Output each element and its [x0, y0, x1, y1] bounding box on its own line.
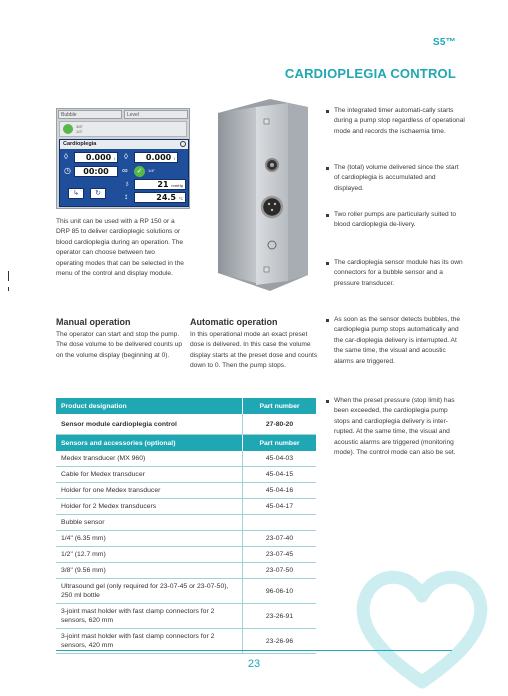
mini-top: 3/8" [76, 124, 83, 129]
margin-mark [8, 287, 9, 291]
tab-bubble: Bubble [58, 110, 122, 119]
table-cell: 23-26-91 [242, 604, 316, 628]
panel-mini-values [76, 124, 83, 134]
table-header-row [56, 398, 316, 414]
header-cell: Part number [242, 435, 316, 451]
sensor-module-image [208, 95, 313, 295]
table-row [56, 483, 316, 499]
automatic-operation-text: In this operational mode an exact preset dose is delivered. In this case the volume display starts at the preset dose and counts down to 0. Then the pump stops. [190, 331, 318, 370]
drop-icon: ◊ [124, 152, 128, 161]
pump-icon: ∞ [122, 166, 128, 175]
clock-icon: ◷ [64, 166, 71, 175]
margin-mark [8, 271, 9, 281]
table-cell: 23-07-50 [242, 563, 316, 578]
panel-topbar [58, 110, 188, 119]
drop-icon: ◊ [64, 152, 68, 161]
table-row [56, 414, 316, 435]
table-cell: 23-26-96 [242, 629, 316, 653]
heart-decoration-icon [352, 560, 492, 690]
header-cell: Part number [242, 398, 316, 414]
feature-item: The (total) volume delivered since the start of cardioplegia is accumulated and displayed. [325, 163, 465, 194]
page-number: 23 [247, 658, 261, 670]
table-cell: 45-04-17 [242, 499, 316, 514]
manual-operation-heading: Manual operation [56, 317, 131, 327]
table-cell: Holder for one Medex transducer [61, 487, 161, 494]
reset-button: ↻ [90, 188, 106, 199]
table-row [56, 499, 316, 515]
check-icon [63, 124, 73, 134]
volume-value-2: 0.000 [145, 153, 172, 162]
table-row [56, 563, 316, 579]
table-cell: 3-joint mast holder with fast clamp connectors for 2 sensors, 420 mm [61, 633, 215, 649]
mini-bottom: 1/2" [76, 129, 83, 134]
table-row [56, 515, 316, 531]
volume-unit-1: l [114, 157, 115, 161]
cardioplegia-label: Cardioplegia [63, 141, 97, 147]
table-row [56, 531, 316, 547]
table-cell: Ultrasound gel (only required for 23-07-45 or 23-07-50), 250 ml bottle [61, 583, 229, 599]
table-header-row [56, 435, 316, 451]
table-cell: 45-04-16 [242, 483, 316, 498]
table-row [56, 547, 316, 563]
pressure-unit: mmHg [171, 184, 183, 188]
table-cell [242, 515, 316, 530]
check-icon: ✓ [134, 166, 145, 177]
parts-table [56, 398, 316, 654]
table-cell: 3/8" (9.56 mm) [61, 567, 106, 574]
temperature-value: 24.5 [156, 193, 176, 202]
table-cell: Medex transducer (MX 960) [61, 455, 146, 462]
header-cell: Product designation [61, 402, 127, 410]
table-cell: 3-joint mast holder with fast clamp connectors for 2 sensors, 620 mm [61, 608, 215, 624]
table-cell: 45-04-15 [242, 467, 316, 482]
tab-level: Level [124, 110, 188, 119]
volume-display-2 [134, 152, 178, 163]
table-row [56, 451, 316, 467]
table-row [56, 579, 316, 604]
table-cell: 23-07-40 [242, 531, 316, 546]
intro-paragraph: This unit can be used with a RP 150 or a DRP 85 to deliver cardioplegic solutions or blood cardioplegia during an operation. The operator can choose between two operating modes that can be selected in the menu of the control and display module. [56, 218, 184, 278]
table-cell: Holder for 2 Medex transducers [61, 503, 157, 510]
feature-item: The cardioplegia sensor module has its own connectors for a bubble sensor and a pressure transducer. [325, 258, 465, 289]
table-cell: 96-06-10 [242, 579, 316, 603]
table-cell: 1/4" (6.35 mm) [61, 535, 106, 542]
pressure-value: 21 [157, 180, 169, 189]
table-cell: 23-07-45 [242, 547, 316, 562]
table-row [56, 604, 316, 629]
feature-item: As soon as the sensor detects bubbles, the cardioplegia pump stops automatically and the car-dioplegia delivery is interrupted. At the same time, the visual and acoustic alarms are triggered. [325, 315, 465, 367]
panel-upper-row [59, 121, 187, 137]
temperature-unit: °C [178, 197, 183, 201]
header-cell: Sensors and accessories (optional) [61, 439, 176, 447]
automatic-operation-heading: Automatic operation [190, 317, 278, 327]
table-cell: 45-04-03 [242, 451, 316, 466]
thermometer-icon: ↕ [124, 192, 128, 201]
table-cell: Sensor module cardioplegia control [61, 420, 177, 428]
pressure-icon: ♁ [124, 179, 130, 188]
feature-item: When the preset pressure (stop limit) has been exceeded, the cardioplegia pump stops and cardioplegia delivery is inter-rupted. At the same time, the visual and acoustic alarms are triggered (monitoring mode). The control mode can also be set. [325, 396, 465, 458]
cardioplegia-display [59, 139, 189, 207]
manual-operation-text: The operator can start and stop the pump. The dose volume to be delivered counts up on the volume display (beginning at 0). [56, 331, 183, 359]
feature-item: The integrated timer automati-cally starts during a pump stop regardless of operational mode and records the ischaemia time. [325, 106, 465, 137]
tube-size: 1/4" [148, 168, 155, 173]
table-row [56, 467, 316, 483]
table-cell: Cable for Medex transducer [61, 471, 145, 478]
footer-divider [56, 650, 452, 651]
pressure-display [134, 179, 186, 190]
temperature-display [134, 192, 186, 203]
volume-unit-2: l [174, 157, 175, 161]
table-cell: Bubble sensor [61, 519, 105, 526]
timer-display: 00:00 [74, 166, 118, 177]
brand-label: S5™ [432, 37, 456, 48]
volume-display-1 [74, 152, 118, 163]
gear-icon [180, 141, 186, 147]
page-title: CARDIOPLEGIA CONTROL [284, 66, 456, 81]
volume-value-1: 0.000 [85, 153, 112, 162]
cardioplegia-header [60, 140, 188, 149]
feature-item: Two roller pumps are particularly suited to blood cardioplegia de-livery. [325, 210, 465, 231]
control-panel-image [56, 108, 190, 209]
table-cell: 1/2" (12.7 mm) [61, 551, 106, 558]
table-cell: 27-80-20 [242, 414, 316, 434]
mode-button: ↳ [68, 188, 84, 199]
